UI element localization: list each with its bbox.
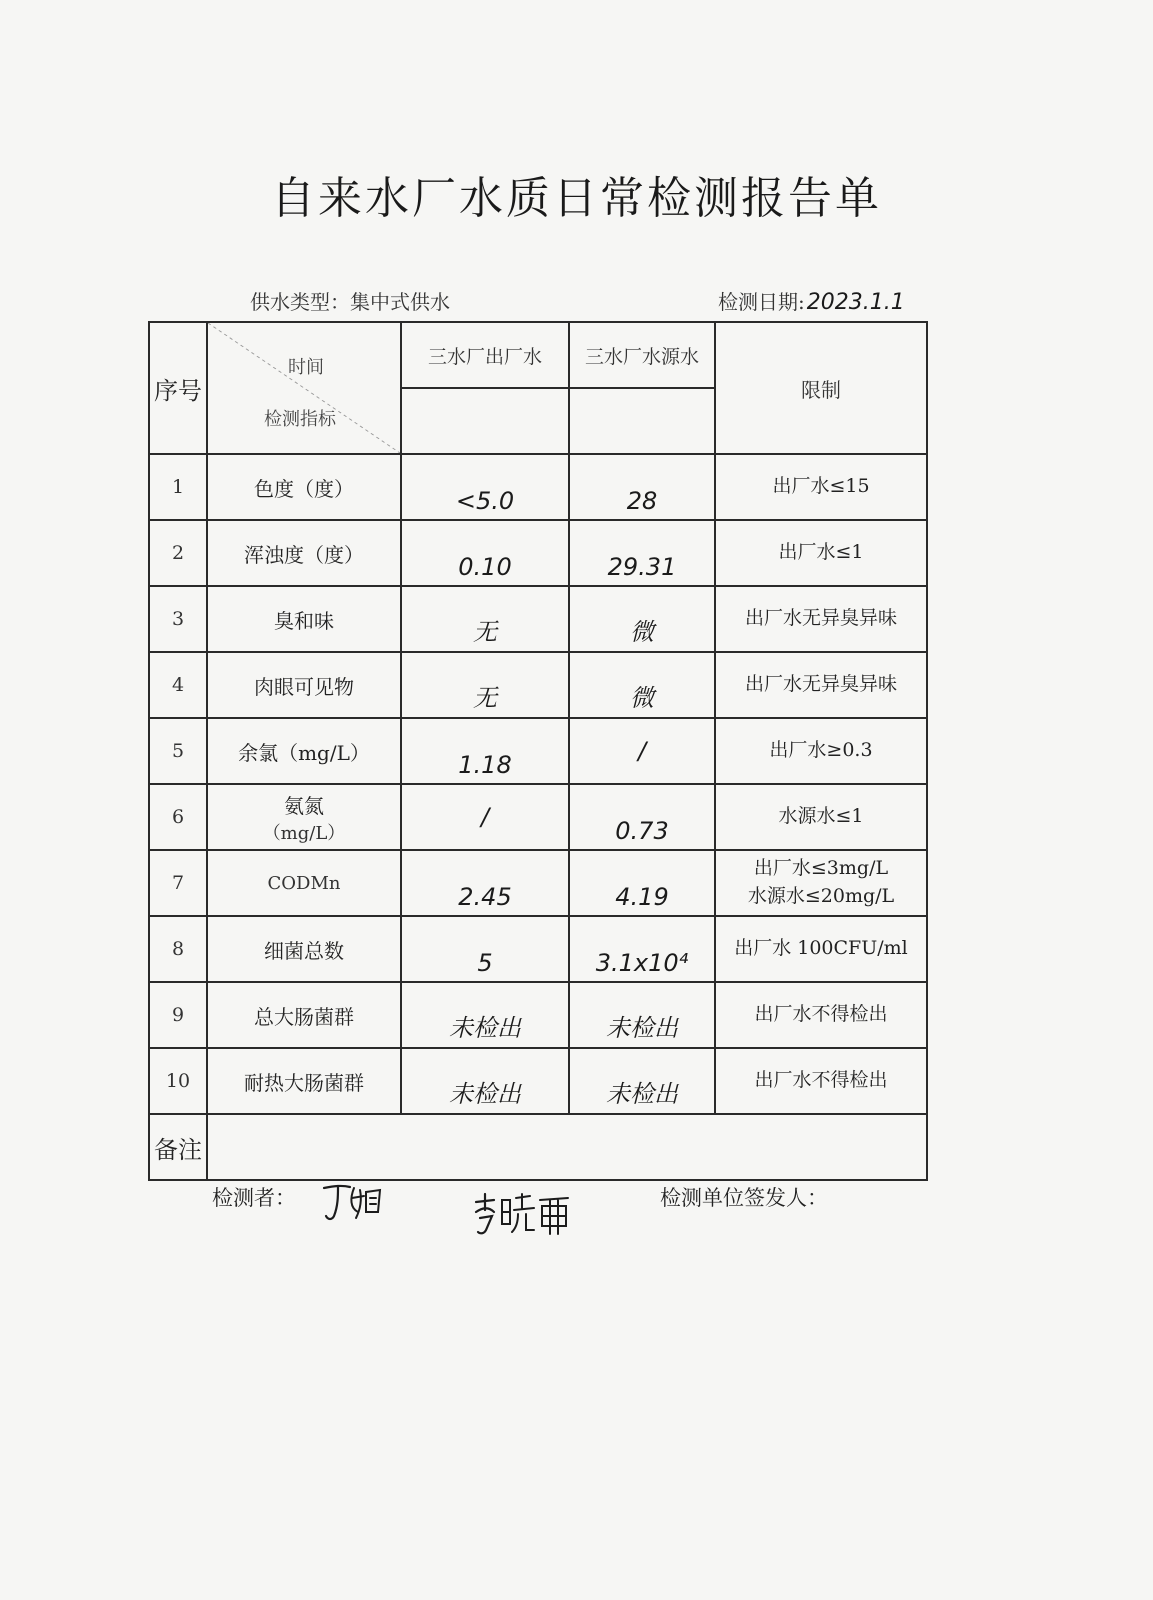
limit-value: 出厂水无异臭异味 [715, 586, 927, 652]
remark-label: 备注 [149, 1114, 207, 1180]
limit-value-source: 水源水≤20mg/L [747, 885, 895, 907]
test-date-label: 检测日期: [718, 290, 805, 314]
source-value-cell [569, 784, 715, 850]
limit-value-outlet: 出厂水≤3mg/L [753, 857, 889, 880]
source-value-cell [569, 520, 715, 586]
source-value: 4.19 [615, 883, 669, 911]
row-number: 7 [149, 850, 207, 916]
limit-value: 出厂水≥0.3 [715, 718, 927, 784]
source-value: 未检出 [606, 1080, 678, 1108]
indicator-unit: （mg/L） [262, 822, 346, 844]
table-row [149, 454, 927, 520]
outlet-value-cell [401, 784, 569, 850]
outlet-value: 0.10 [458, 553, 512, 581]
supply-type [250, 286, 450, 315]
tester-signature-1 [320, 1178, 384, 1224]
indicator-name: 浑浊度（度） [207, 520, 401, 586]
plant-source-subheader [569, 388, 715, 454]
table-row [149, 850, 927, 916]
row-number: 4 [149, 652, 207, 718]
limit-value: 出厂水≤1 [715, 520, 927, 586]
outlet-value-cell [401, 916, 569, 982]
plant-outlet-subheader [401, 388, 569, 454]
indicator-name: 臭和味 [207, 586, 401, 652]
plant-source-header: 三水厂水源水 [569, 322, 715, 388]
source-value: 0.73 [615, 817, 669, 845]
limit-value: 出厂水 100CFU/ml [715, 916, 927, 982]
row-number: 2 [149, 520, 207, 586]
indicator-name: 余氯（mg/L） [207, 718, 401, 784]
row-number: 10 [149, 1048, 207, 1114]
header-row [149, 322, 927, 388]
row-number: 6 [149, 784, 207, 850]
remark-content [207, 1114, 927, 1180]
seq-header: 序号 [149, 322, 207, 454]
outlet-value: <5.0 [455, 487, 515, 515]
table-row [149, 652, 927, 718]
outlet-value: 5 [477, 949, 493, 977]
outlet-value-cell [401, 586, 569, 652]
source-value: 3.1x10⁴ [595, 949, 689, 977]
test-date-value: 2023.1.1 [806, 290, 905, 315]
row-number: 1 [149, 454, 207, 520]
outlet-value-cell [401, 850, 569, 916]
source-value-cell [569, 652, 715, 718]
tester-label: 检测者： [212, 1186, 296, 1210]
source-value-cell [569, 454, 715, 520]
outlet-value-cell [401, 454, 569, 520]
table-row [149, 1048, 927, 1114]
limit-value: 出厂水无异臭异味 [715, 652, 927, 718]
outlet-value: 未检出 [449, 1014, 521, 1042]
outlet-value-cell [401, 520, 569, 586]
table-row [149, 520, 927, 586]
supply-type-label: 供水类型： [250, 290, 350, 314]
outlet-value: 2.45 [458, 883, 512, 911]
source-value: 未检出 [606, 1014, 678, 1042]
source-value-cell [569, 718, 715, 784]
indicator-name-cell [207, 784, 401, 850]
remark-row [149, 1114, 927, 1180]
outlet-value: 1.18 [458, 751, 512, 779]
table-row [149, 916, 927, 982]
table-row [149, 586, 927, 652]
row-number: 3 [149, 586, 207, 652]
limit-value: 出厂水≤15 [715, 454, 927, 520]
row-number: 5 [149, 718, 207, 784]
source-value: 微 [630, 618, 654, 646]
source-value-cell [569, 982, 715, 1048]
source-value-cell [569, 586, 715, 652]
diagonal-line [208, 323, 400, 453]
limit-value: 水源水≤1 [715, 784, 927, 850]
indicator-name: 总大肠菌群 [207, 982, 401, 1048]
source-value-cell [569, 916, 715, 982]
indicator-name: 肉眼可见物 [207, 652, 401, 718]
outlet-value: / [480, 803, 490, 831]
source-value: 29.31 [607, 553, 677, 581]
row-number: 9 [149, 982, 207, 1048]
plant-outlet-header: 三水厂出厂水 [401, 322, 569, 388]
test-date [718, 286, 905, 315]
source-value: 28 [626, 487, 658, 515]
page-title: 自来水厂水质日常检测报告单 [271, 173, 882, 224]
source-value: 微 [630, 684, 654, 712]
limit-value: 出厂水不得检出 [715, 1048, 927, 1114]
outlet-value-cell [401, 982, 569, 1048]
source-value: / [637, 737, 647, 765]
outlet-value-cell [401, 1048, 569, 1114]
indicator-name: 耐热大肠菌群 [207, 1048, 401, 1114]
source-value-cell [569, 1048, 715, 1114]
indicator-name: 色度（度） [207, 454, 401, 520]
report-table [148, 321, 928, 1181]
outlet-value-cell [401, 718, 569, 784]
indicator-name: 细菌总数 [207, 916, 401, 982]
outlet-value: 无 [473, 684, 497, 712]
outlet-value: 未检出 [449, 1080, 521, 1108]
tester-signature-2 [472, 1190, 572, 1238]
table-row [149, 982, 927, 1048]
indicator-name: 氨氮 [284, 793, 324, 818]
limit-header: 限制 [715, 322, 927, 454]
outlet-value: 无 [473, 618, 497, 646]
limit-value-cell [715, 850, 927, 916]
source-value-cell [569, 850, 715, 916]
table-row [149, 718, 927, 784]
indicator-header: 检测指标 [264, 409, 336, 430]
indicator-name: CODMn [207, 850, 401, 916]
limit-value: 出厂水不得检出 [715, 982, 927, 1048]
outlet-value-cell [401, 652, 569, 718]
diagonal-header-cell [207, 322, 401, 454]
signer-label: 检测单位签发人： [660, 1186, 828, 1210]
row-number: 8 [149, 916, 207, 982]
table-row [149, 784, 927, 850]
supply-type-value: 集中式供水 [350, 290, 450, 314]
time-header: 时间 [288, 357, 324, 378]
